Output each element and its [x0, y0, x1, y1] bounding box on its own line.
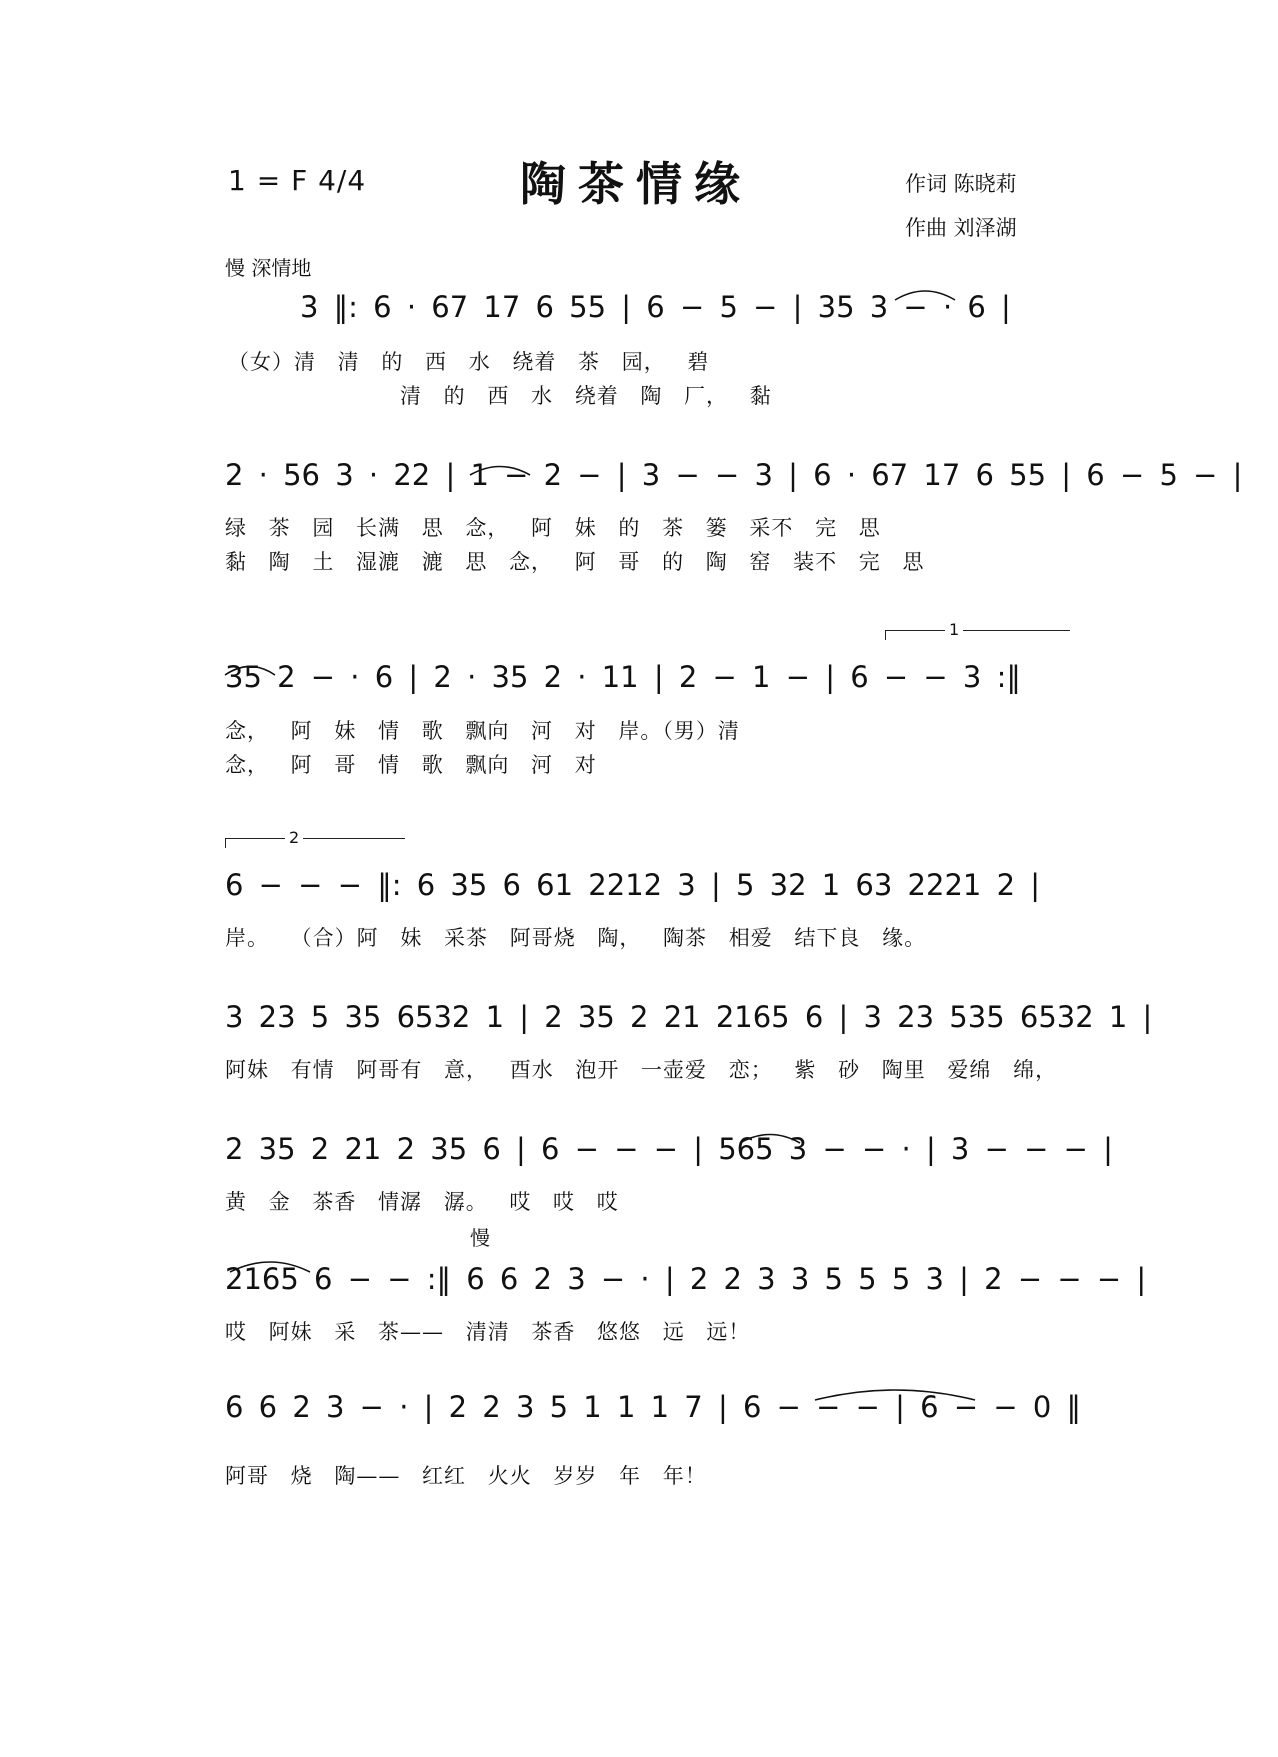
lyric-line-2-verse-1: 绿 茶 园 长满 思 念， 阿 妹 的 茶 篓 采不 完 思 [225, 516, 881, 540]
tie-mark [230, 1262, 310, 1272]
notation-line-3: 35 2 − · 6 | 2 · 35 2 · 11 | 2 − 1 − | 6 − − 3 :‖ [225, 660, 1021, 694]
notation-line-6: 2 35 2 21 2 35 6 | 6 − − − | 565 3 − − · | 3 − − − | [225, 1132, 1113, 1166]
composer-credit: 作曲 刘泽湖 [905, 216, 1017, 240]
lyric-line-8: 阿哥 烧 陶—— 红红 火火 岁岁 年 年！ [225, 1464, 707, 1488]
tie-mark [740, 1135, 800, 1144]
notation-line-8: 6 6 2 3 − · | 2 2 3 5 1 1 1 7 | 6 − − − | 6 − − 0 ‖ [225, 1390, 1082, 1424]
tempo-mark-slow: 慢 [470, 1226, 490, 1250]
lyric-line-3-verse-2: 念， 阿 哥 情 歌 飘向 河 对 [225, 753, 597, 777]
lyricist-credit: 作词 陈晓莉 [905, 172, 1017, 196]
notation-line-5: 3 23 5 35 6532 1 | 2 35 2 21 2165 6 | 3 23 535 6532 1 | [225, 1000, 1153, 1034]
volta-number-2: 2 [285, 828, 303, 847]
lyric-line-2-verse-2: 黏 陶 土 湿漉 漉 思 念， 阿 哥 的 陶 窑 装不 完 思 [225, 550, 925, 574]
lyric-line-5: 阿妹 有情 阿哥有 意， 酉水 泡开 一壶爱 恋； 紫 砂 陶里 爱绵 绵， [225, 1058, 1058, 1082]
key-signature: 1 = F 4/4 [228, 164, 367, 197]
notation-line-4: 6 − − − ‖: 6 35 6 61 2212 3 | 5 32 1 63 2221 2 | [225, 868, 1041, 902]
tie-mark [815, 1390, 975, 1400]
volta-number-1: 1 [945, 620, 963, 639]
tie-mark [225, 667, 275, 676]
lyric-line-1-verse-2: 清 的 西 水 绕着 陶 厂， 黏 [400, 384, 772, 408]
lyric-line-7: 哎 阿妹 采 茶—— 清清 茶香 悠悠 远 远！ [225, 1320, 751, 1344]
notation-line-7: 2165 6 − − :‖ 6 6 2 3 − · | 2 2 3 3 5 5 5 3 | 2 − − − | [225, 1262, 1147, 1296]
lyric-line-6: 黄 金 茶香 情潺 潺。 哎 哎 哎 [225, 1190, 619, 1214]
song-title: 陶茶情缘 [520, 157, 752, 211]
lyric-line-1-verse-1: （女）清 清 的 西 水 绕着 茶 园， 碧 [228, 350, 710, 374]
tempo-marking: 慢 深情地 [225, 256, 312, 280]
lyric-line-4: 岸。 （合）阿 妹 采茶 阿哥烧 陶， 陶茶 相爱 结下良 缘。 [225, 926, 927, 950]
notation-line-2: 2 · 56 3 · 22 | 1 − 2 − | 3 − − 3 | 6 · 67 17 6 55 | 6 − 5 − | [225, 458, 1243, 492]
tie-mark [895, 291, 955, 300]
lyric-line-3-verse-1: 念， 阿 妹 情 歌 飘向 河 对 岸。（男）清 [225, 719, 740, 743]
tie-mark [470, 467, 530, 476]
notation-line-1: 3 ‖: 6 · 67 17 6 55 | 6 − 5 − | 35 3 − · 6 | [300, 290, 1011, 324]
